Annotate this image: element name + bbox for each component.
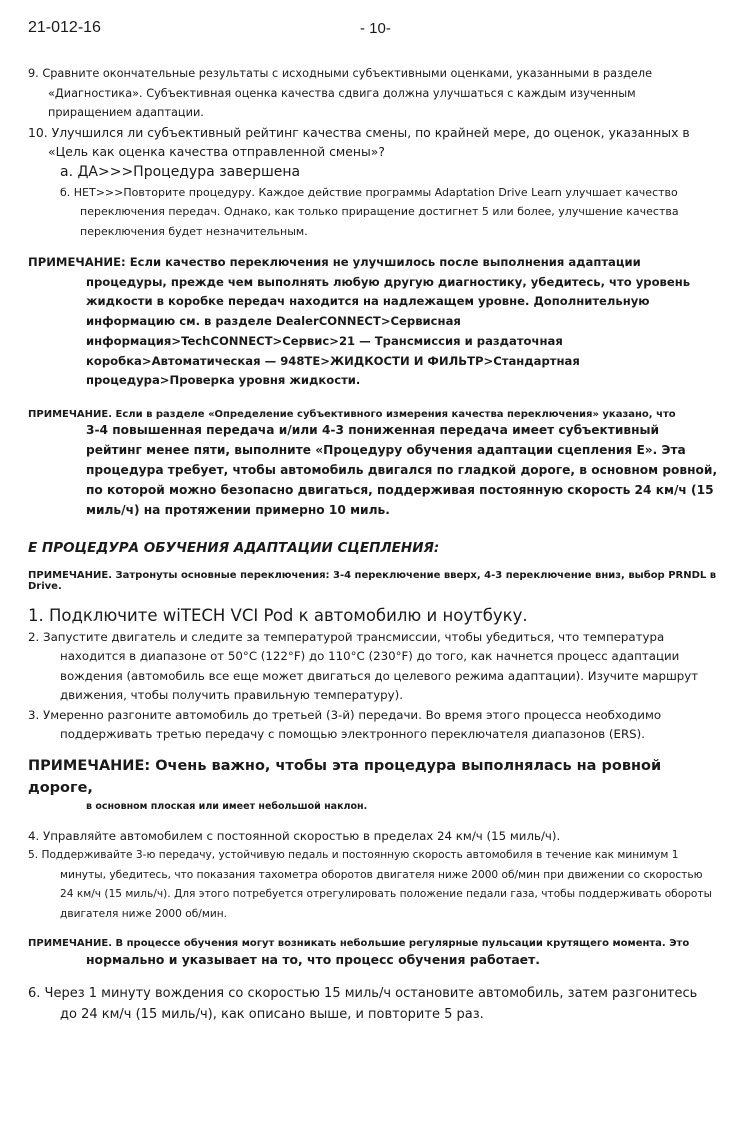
sub-item-b: б. НЕТ>>>Повторите процедуру. Каждое действие программы Adaptation Drive Learn улучшает качество переключения передач. Однако, как только приращение достигнет 5 или более, улучшение качества переключения будет незначительным. [60, 185, 679, 238]
step-3: 3. Умеренно разгоните автомобиль до третьей (3-й) передачи. Во время этого процесса необходимо поддерживать третью передачу с помощью электронного переключателя диапазонов (ERS). [28, 707, 662, 742]
step-1: 1. Подключите wiTECH VCI Pod к автомобилю и ноутбуку. [28, 605, 528, 625]
page-number: - 10- [360, 20, 391, 37]
note-torque-pulsation-body: нормально и указывает на то, что процесс обучения работает. [86, 952, 540, 968]
note-subjective-rating [28, 409, 718, 520]
note-fluid-level [28, 253, 718, 391]
document-number: 21-012-16 [28, 19, 101, 36]
note-level-road-sub: в основном плоская или имеет небольшой наклон. [86, 800, 368, 812]
note-affected-shifts: ПРИМЕЧАНИЕ. Затронуты основные переключения: 3-4 переключение вверх, 4-3 переключение вниз, выбор PRNDL в Drive. [28, 569, 717, 592]
note-fluid-level-body: процедуры, прежде чем выполнять любую другую диагностику, убедитесь, что уровень жидкости в коробке передач находится на надлежащем уровне. Дополнительную информацию см. в разделе DealerCONNECT>Сервисная информация>TechCONNECT>Сервис>21 — Трансмиссия и раздаточная коробка>Автоматическая — 948TE>ЖИДКОСТИ И ФИЛЬТР>Стандартная процедура>Проверка уровня жидкости. [86, 274, 691, 388]
section-title: E ПРОЦЕДУРА ОБУЧЕНИЯ АДАПТАЦИИ СЦЕПЛЕНИЯ: [28, 539, 440, 556]
list-item-10: 10. Улучшился ли субъективный рейтинг качества смены, по крайней мере, до оценок, указанных в «Цель как оценка качества отправленной смены»? [28, 124, 690, 159]
list-item-9: 9. Сравните окончательные результаты с исходными субъективными оценками, указанными в разделе «Диагностика». Субъективная оценка качества сдвига должна улучшаться с каждым изученным приращением адаптации. [28, 67, 653, 119]
step-4: 4. Управляйте автомобилем с постоянной скоростью в пределах 24 км/ч (15 миль/ч). [28, 828, 561, 843]
step-5: 5. Поддерживайте 3-ю передачу, устойчивую педаль и постоянную скорость автомобиля в течение как минимум 1 минуты, убедитесь, что показания тахометра оборотов двигателя ниже 2000 об/мин при движении со скоростью 24 км/ч (15 миль/ч). Для этого потребуется отрегулировать положение педали газа, чтобы поддерживать обороты двигателя ниже 2000 об/мин. [28, 849, 712, 920]
step-6: 6. Через 1 минуту вождения со скоростью 15 миль/ч остановите автомобиль, затем разгонитесь до 24 км/ч (15 миль/ч), как описано выше, и повторите 5 раз. [28, 986, 698, 1023]
step-2: 2. Запустите двигатель и следите за температурой трансмиссии, чтобы убедиться, что температура находится в диапазоне от 50°C (122°F) до 110°C (230°F) до того, как начнется процесс адаптации вождения (автомобиль все еще может двигаться до целевого режима адаптации). Изучите маршрут движения, чтобы получить правильную температуру). [28, 629, 699, 703]
note-subjective-rating-first-line: ПРИМЕЧАНИЕ. Если в разделе «Определение субъективного измерения качества переключения» указано, что [28, 408, 676, 420]
note-torque-pulsation: ПРИМЕЧАНИЕ. В процессе обучения могут возникать небольшие регулярные пульсации крутящего момента. Это [28, 938, 690, 950]
sub-item-a: а. ДА>>>Процедура завершена [60, 163, 301, 180]
document-body [28, 64, 718, 1025]
note-level-road: ПРИМЕЧАНИЕ: Очень важно, чтобы эта процедура выполнялась на ровной дороге, [28, 757, 662, 796]
note-subjective-rating-body: 3-4 повышенная передача и/или 4-3 пониженная передача имеет субъективный рейтинг менее пяти, выполните «Процедуру обучения адаптации сцепления E». Эта процедура требует, чтобы автомобиль двигался по гладкой дороге, в основном ровной, по которой можно безопасно двигаться, поддерживая постоянную скорость 24 км/ч (15 миль/ч) на протяжении примерно 10 миль. [86, 422, 718, 517]
note-fluid-level-first-line: ПРИМЕЧАНИЕ: Если качество переключения не улучшилось после выполнения адаптации [28, 255, 641, 269]
